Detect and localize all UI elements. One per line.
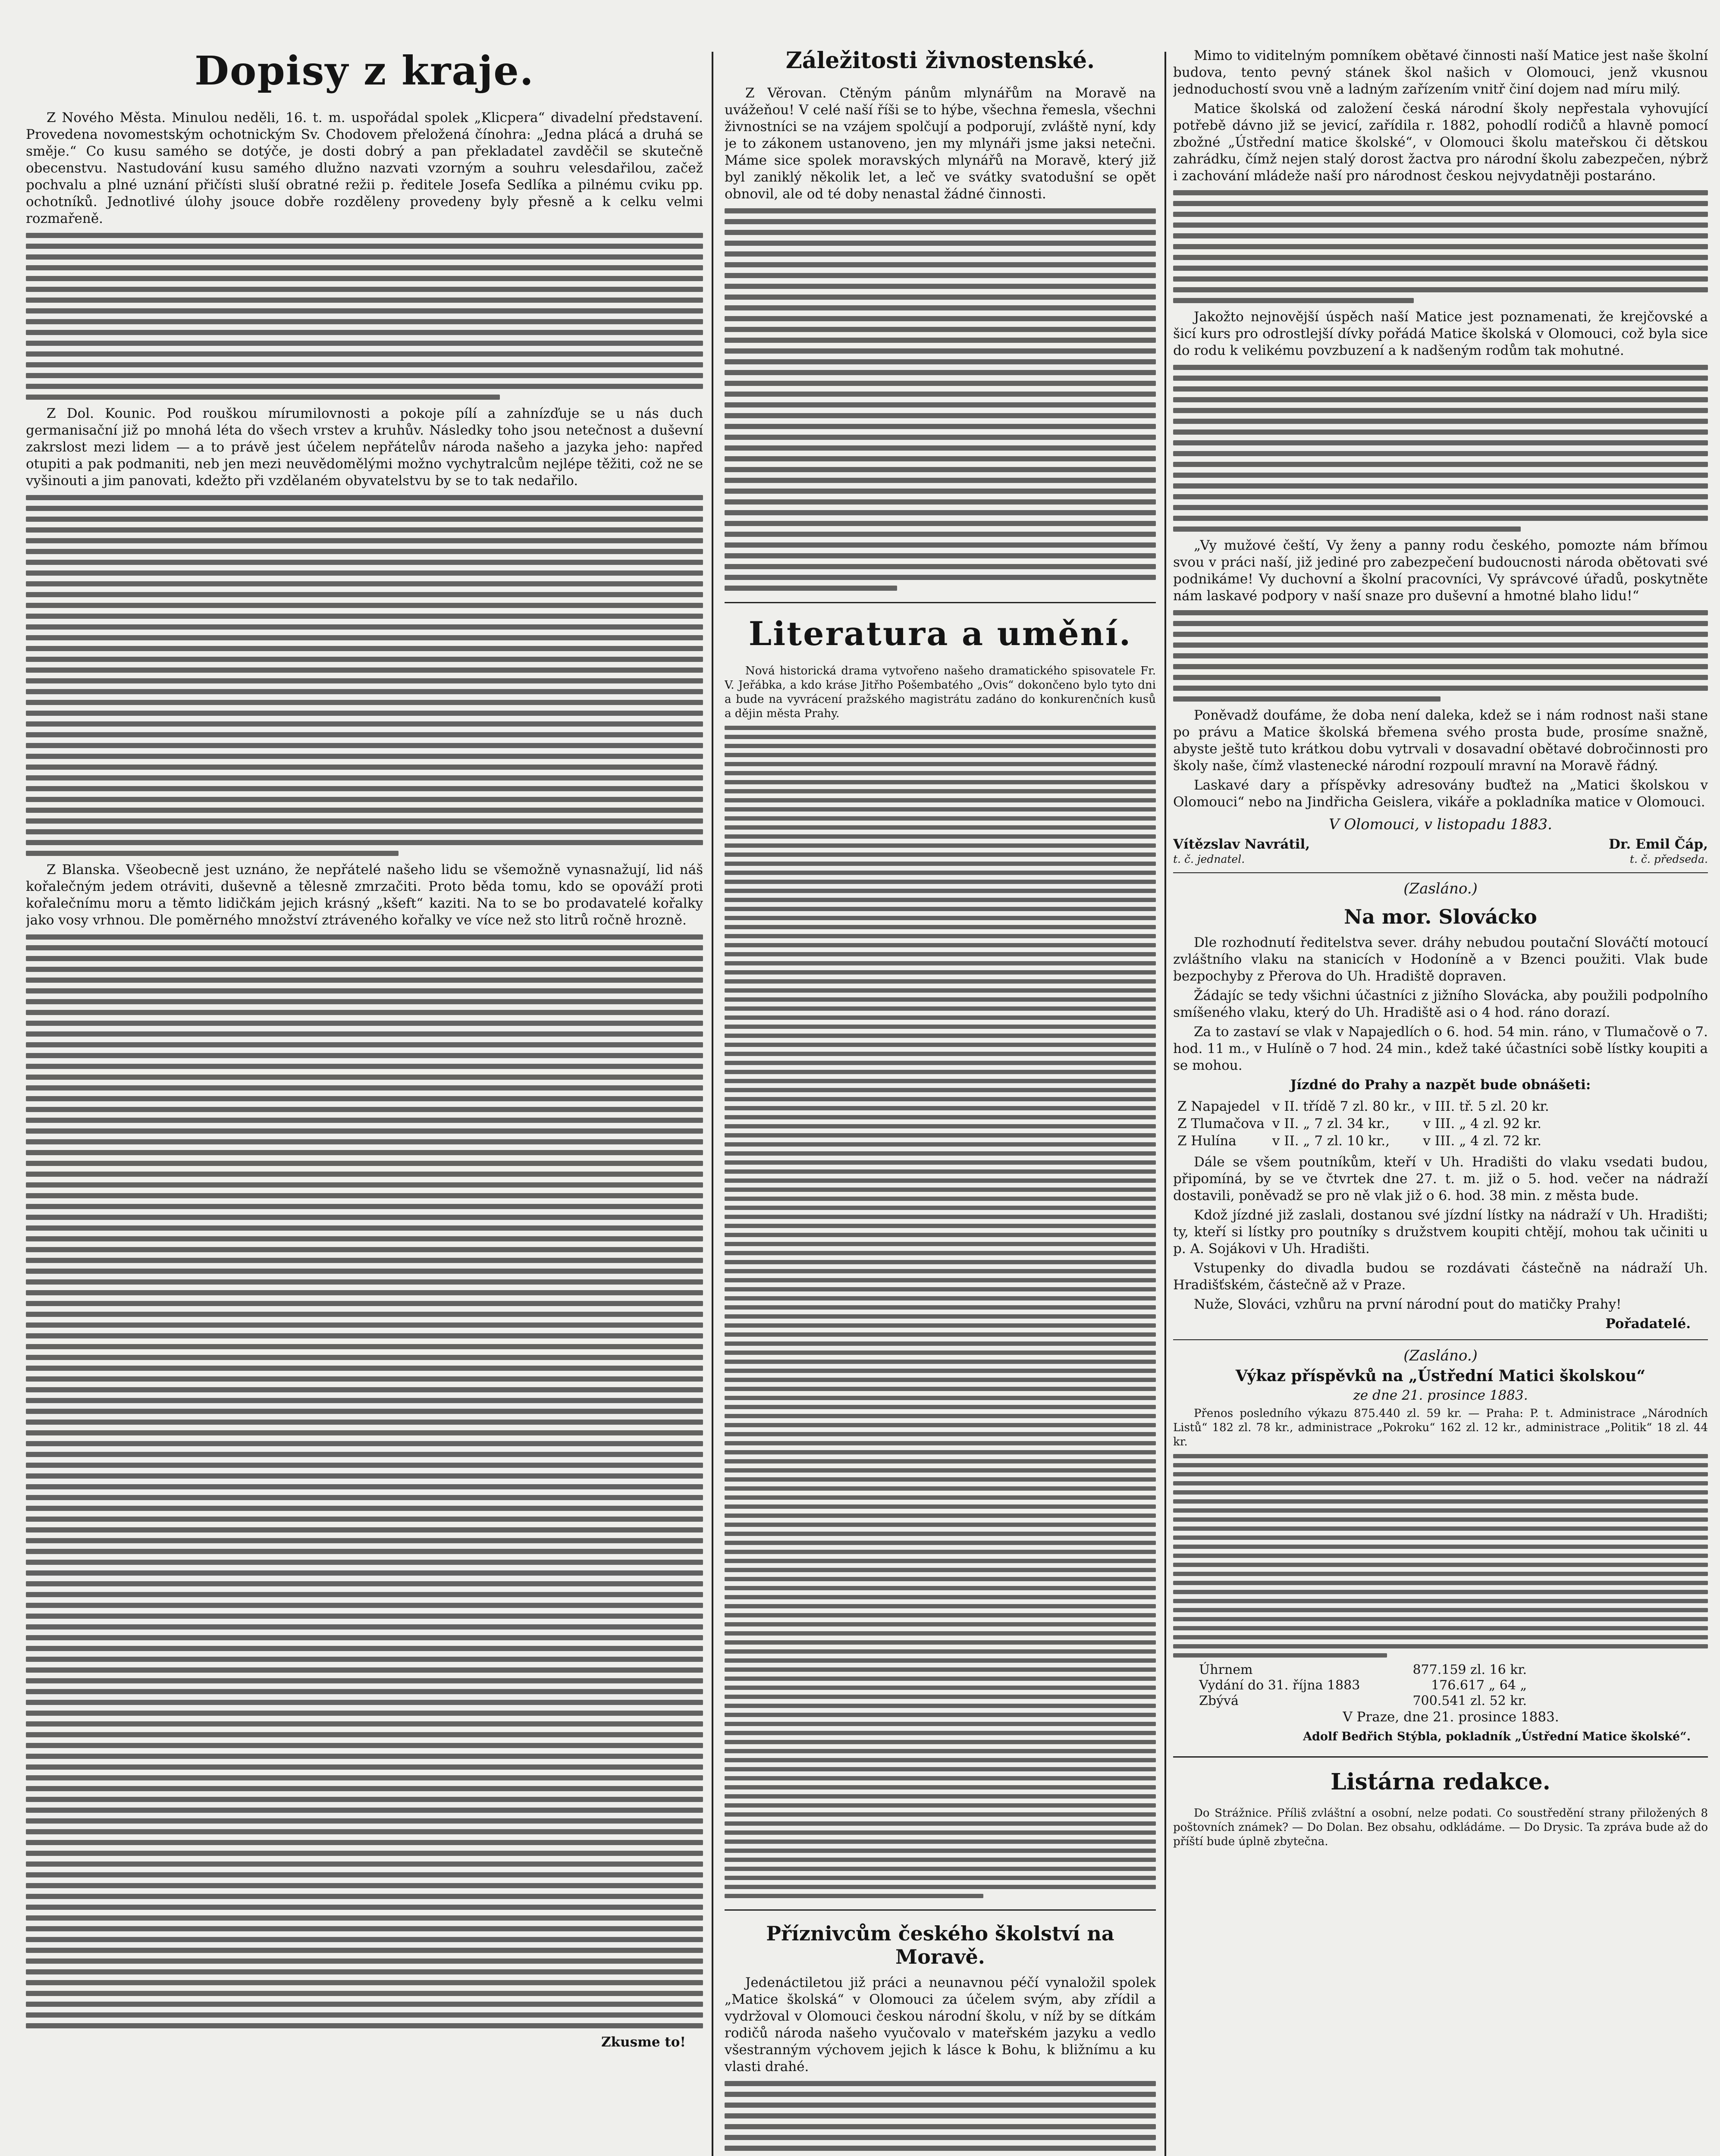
role-secretary: t. č. jednatel.	[1173, 853, 1245, 865]
paragraph-slovacko-1: Dle rozhodnutí ředitelstva sever. dráhy nebudou poutační Slováčtí motoucí zvláštního vlaku na stanicích v Hodoníně a v Bzenci použiti. Vlak bude bezpochyby z Přerova do Uh. Hradiště dopraven.	[1173, 935, 1708, 984]
section-heading-slovacko: Na mor. Slovácko	[1344, 905, 1537, 928]
text-block	[725, 208, 1156, 591]
paragraph-slovacko-5: Kdož jízdné již zaslali, dostanou své jízdní lístky na nádraží v Uh. Hradišti; ty, kteří si lístky pro poutníky s družstvem koupiti chtějí, mohou tak učiniti u p. A. Sojákovi v Uh. Hradišti.	[1173, 1207, 1708, 1257]
text-block	[26, 495, 703, 856]
contributions-place-date: V Praze, dne 21. prosince 1883.	[1343, 1709, 1559, 1725]
section-heading-trades: Záležitosti živnostenské.	[785, 47, 1095, 74]
paragraph-kindergarten: Matice školská od založení česká národní školy nepřestala vyhovující potřebě dávno již se jevicí, zařídila r. 1882, pohodlí rodičů a hlavně pomocí zbožné „Ústřední matice školské“, v Olomouci školu mateřskou či dětskou zahrádku, čímž nejen stalý dorost žactva pro národní školu zabezpečen, nýbrž i zachování mládeže naší pro národnost českou nejvydatněji postaráno.	[1173, 101, 1708, 184]
paragraph-slovacko-6: Vstupenky do divadla budou se rozdávati částečně na nádraží Uh. Hradišťském, částečně až v Praze.	[1173, 1260, 1708, 1293]
account-row: Úhrnem 877.159 zl. 16 kr.	[1199, 1662, 1527, 1677]
editorial-mail-text: Do Strážnice. Příliš zvláštní a osobní, nelze podati. Co soustředění strany přiložených 8 poštovních známek? — Do Dolan. Bez obsahu, odkládáme. — Do Drysic. Ta zpráva bude až do příští bude úplně zbytečna.	[1173, 1807, 1708, 1848]
section-heading-literature: Literatura a umění.	[748, 614, 1132, 653]
signature-cap: Dr. Emil Čáp,	[1609, 837, 1708, 852]
divider	[1173, 872, 1708, 873]
contributions-list: Přenos posledního výkazu 875.440 zl. 59 kr. — Praha: P. t. Administrace „Národních Listů“ 182 zl. 78 kr., administrace „Pokroku“ 162 zl. 12 kr., administrace „Politik“ 18 zl. 44 kr.	[1173, 1407, 1708, 1448]
sent-in-label: (Zasláno.)	[1403, 880, 1478, 897]
fares-title: Jízdné do Prahy a nazpět bude obnášeti:	[1290, 1077, 1591, 1093]
divider	[725, 602, 1156, 603]
fares-row: Z Tlumačova v II. „ 7 zl. 34 kr., v III. „ 4 zl. 92 kr.	[1177, 1116, 1542, 1131]
text-block	[1173, 190, 1708, 303]
text-block	[26, 934, 703, 2028]
column-trades-literature	[725, 47, 1156, 2156]
article-verovany: Z Věrovan. Ctěným pánům mlynářům na Moravě na uvážeňou! V celé naší říši se to hýbe, všechna řemesla, všechni živnostníci se na vzájem spolčují a podporují, zvláště nyní, kdy je to zákonem ustanoveno, jen my mlynáři jsme jaksi netečni. Máme sice spolek moravských mlynářů na Moravě, který již byl zaniklý několik let, a leč ve svátky svatodušní se opět obnovil, ale od té doby nenastal žádné činnosti.	[725, 85, 1156, 202]
section-heading-editorial-mail: Listárna redakce.	[1331, 1769, 1551, 1795]
text-block	[1173, 1454, 1708, 1658]
paragraph-slovacko-7: Nuže, Slováci, vzhůru na první národní pout do matičky Prahy!	[1194, 1297, 1622, 1312]
paragraph-closing-2: Laskavé dary a příspěvky adresovány buďtež na „Matici školskou v Olomouci“ nebo na Jindřicha Geislera, vikáře a pokladníka matice v Olomouci.	[1173, 777, 1708, 810]
column-matice-notices	[1173, 47, 1708, 2156]
contributions-date: ze dne 21. prosince 1883.	[1353, 1388, 1528, 1403]
divider	[1173, 1756, 1708, 1758]
column-divider	[712, 52, 713, 2156]
section-heading-letters: Dopisy z kraje.	[195, 47, 534, 94]
text-block	[725, 2081, 1156, 2156]
paragraph-slovacko-4: Dále se všem poutníkům, kteří v Uh. Hradišti do vlaku vsedati budou, připomíná, by se ve čtvrtek dne 27. t. m. již o 5. hod. večer na nádraží dostavili, poněvadž se pro ně vlak již o 6. hod. 38 min. z města bude.	[1173, 1154, 1708, 1203]
paragraph-intro: Mimo to viditelným pomníkem obětavé činnosti naší Matice jest naše školní budova, tento pevný stánek škol našich v Olomouci, jenž vkusnou jednoduchostí svou vně a ladným zařízením vnitř činí dojem nad míru milý.	[1173, 48, 1708, 97]
paragraph-appeal: „Vy mužové čeští, Vy ženy a panny rodu českého, pomozte nám břímou svou v práci naší, již jediné pro zabezpečení budoucnosti národa obětovati své podnikáme! Vy duchovní a školní pracovníci, Vy správcové úřadů, poskytněte nám laskavé podpory v naší snaze pro duševní a hmotné blaho lidu!“	[1173, 538, 1708, 604]
fares-row: Z Napajedel v II. třídě 7 zl. 80 kr., v III. tř. 5 zl. 20 kr.	[1177, 1099, 1549, 1114]
article-dol-kounice: Z Dol. Kounic. Pod rouškou mírumilovnosti a pokoje pílí a zahnízďuje se u nás duch germanisační již po mnohá léta do všech vrstev a kruhův. Následky toho jsou netečnost a duševní zakrslost mezi lidem — a to právě jest účelem nepřátelův národa našeho a jazyka jeho: napřed otupiti a pak podmaniti, neb jen mezi neuvědomělými možno vychytralcům nejlépe těžiti, což ne se vyšinouti a jim panovati, kdežto při vzdělaném obyvatelstvu by se to tak nedařilo.	[26, 406, 703, 489]
column-divider	[1164, 52, 1166, 2156]
place-date: V Olomouci, v listopadu 1883.	[1329, 816, 1552, 833]
text-block	[725, 726, 1156, 1898]
divider	[1173, 1339, 1708, 1340]
text-block	[1173, 365, 1708, 532]
sent-in-label: (Zasláno.)	[1403, 1347, 1478, 1364]
paragraph-success: Jakožto nejnovější úspěch naší Matice jest poznamenati, že krejčovské a šicí kurs pro odrostlejší dívky pořádá Matice školská v Olomouci, což byla sice do rodu k velikému povzbuzení a k nadšeným rodům tak mohutné.	[1173, 309, 1708, 358]
paragraph-slovacko-3: Za to zastaví se vlak v Napajedlích o 6. hod. 54 min. ráno, v Tlumačově o 7. hod. 11 m., v Hulíně o 7 hod. 24 min., kdež také účastníci sobě lístky koupiti a se mohou.	[1173, 1024, 1708, 1073]
role-chairman: t. č. předseda.	[1629, 853, 1708, 865]
section-heading-contributions: Výkaz příspěvků na „Ústřední Matici školskou“	[1235, 1367, 1646, 1385]
text-block	[1173, 610, 1708, 702]
article-school-friends: Jedenáctiletou již práci a neunavnou péčí vynaložil spolek „Matice školská“ v Olomouci za účelem svým, aby zřídil a vydržoval v Olomouci českou národní školu, v níž by se dítkám rodičů národa našeho vyučovalo v mateřském jazyku a vedlo všestranným výchovem jejich k lásce k Bohu, k bližnímu a ku vlasti drahé.	[725, 1975, 1156, 2075]
contributions-signature: Adolf Bedřich Stýbla, pokladník „Ústřední Matice školské“.	[1303, 1730, 1691, 1743]
divider	[725, 1909, 1156, 1911]
article-nove-mesto: Z Nového Města. Minulou neděli, 16. t. m. uspořádal spolek „Klicpera“ divadelní představení. Provedena novomestským ochotnickým Sv. Chodovem přeložená čínohra: „Jedna plácá a druhá se směje.“ Co kusu samého se dotýče, je dosti dobrý a pan překladatel zavděčil se skutečně obecenstvu. Nastudování kusu samého dlužno nazvati vzorným a souhru velesdařilou, začež pochvalu a plné uznání přičísti sluší obratné režii p. ředitele Josefa Sedlíka a pilnému cviku pp. ochotníků. Jednotlivé úlohy jsouce dobře rozděleny provedeny byly přesně a k celku velmi rozmařeně.	[26, 110, 703, 226]
paragraph-closing-1: Poněvadž doufáme, že doba není daleka, kdež se i nám rodnost naši stane po právu a Matice školská břemena svého prosta bude, prosíme snažně, abyste ještě tuto krátkou dobu vytrvali v dosavadní obětavé dobročinnosti pro školy naše, čímž vlastenecké národní rozpoulí mravní na Moravě řádný.	[1173, 708, 1708, 774]
accounts-summary	[1199, 1662, 1708, 1709]
article-literature: Nová historická drama vytvořeno našeho dramatického spisovatele Fr. V. Jeřábka, a kdo kráse Jitřho Pošembatého „Ovis“ dokončeno bylo tyto dni a bude na vyvrácení pražského magistrátu zadáno do konkurenčních kusů a dějin města Prahy.	[725, 664, 1156, 720]
account-row: Zbývá 700.541 zl. 52 kr.	[1199, 1693, 1527, 1708]
paragraph-slovacko-2: Žádajíc se tedy všichni účastníci z jižního Slovácka, aby použili podpolního smíšeného vlaku, který do Uh. Hradiště asi o 4 hod. ráno dorazí.	[1173, 988, 1708, 1020]
article-closing: Zkusme to!	[601, 2034, 686, 2050]
organizers-signature: Pořadatelé.	[1605, 1316, 1691, 1332]
fares-table	[1177, 1098, 1557, 1150]
signature-navratil: Vítězslav Navrátil,	[1173, 837, 1310, 852]
signatures	[1173, 837, 1708, 852]
section-heading-school-friends: Příznivcům českého školství na Moravě.	[766, 1922, 1114, 1968]
text-block	[26, 233, 703, 400]
signature-roles	[1173, 853, 1708, 865]
fares-row: Z Hulína v II. „ 7 zl. 10 kr., v III. „ 4 zl. 72 kr.	[1177, 1133, 1542, 1149]
column-letters-from-region	[26, 47, 703, 2156]
account-row: Vydání do 31. října 1883 176.617 „ 64 „	[1199, 1678, 1527, 1693]
article-blansko: Z Blanska. Všeobecně jest uznáno, že nepřátelé našeho lidu se všemožně vynasnažují, lid náš kořalečným jedem otráviti, duševně a tělesně zmrzačiti. Proto běda tomu, kdo se opováží proti kořalečnímu moru a těmto lidičkám jejich krásný „kšeft“ kaziti. Na to se bo prodavatelé kořalky jako vosy vrhnou. Dle poměrného množství ztráveného kořalky ve více než sto litrů ročně hrozně.	[26, 862, 703, 928]
